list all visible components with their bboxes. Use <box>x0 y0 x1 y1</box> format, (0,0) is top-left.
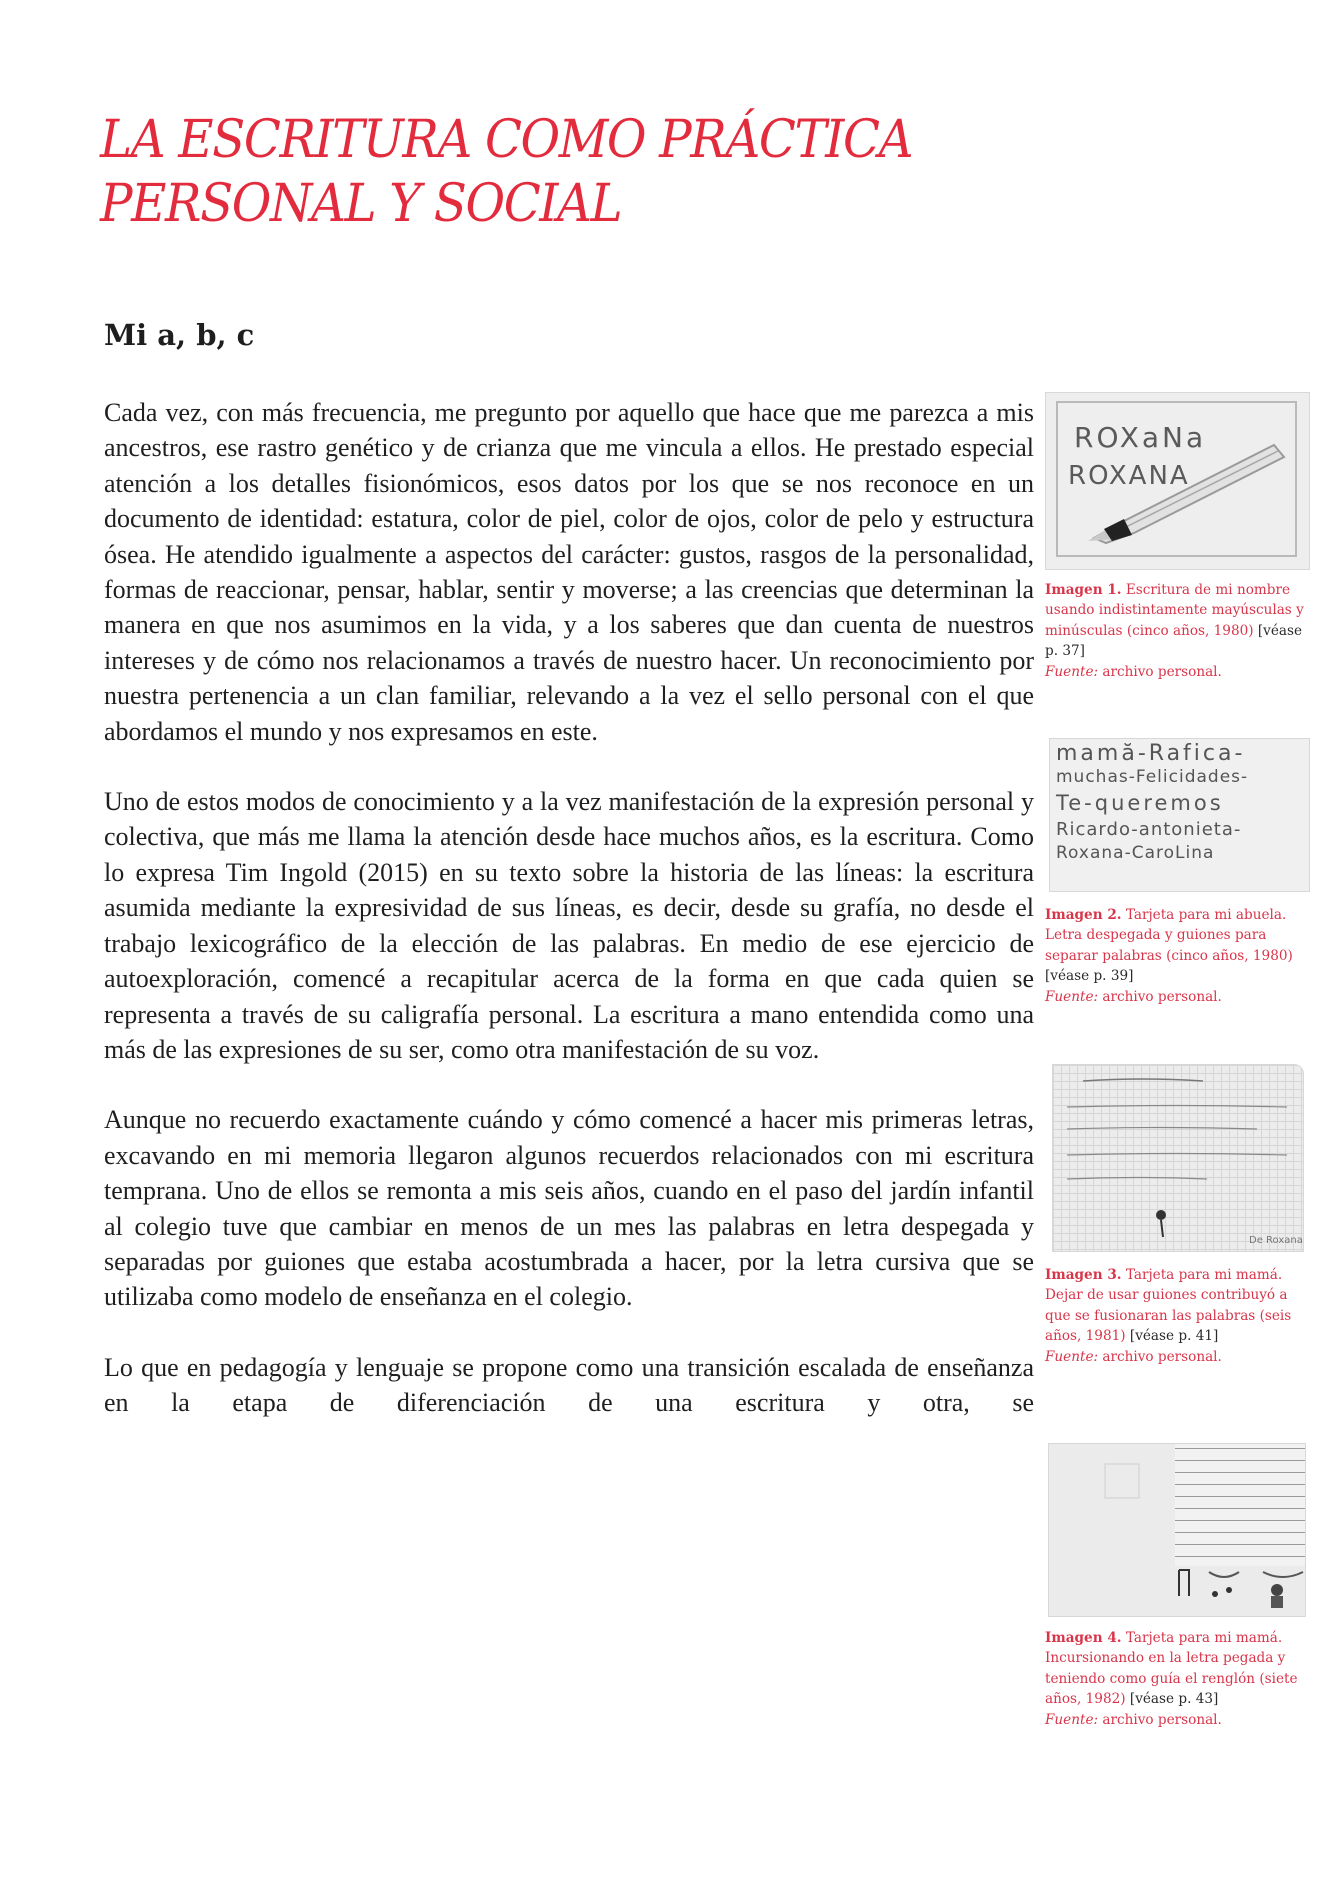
pencil-drawing-icon <box>1046 393 1309 569</box>
figure-label: Imagen 2. <box>1045 907 1122 923</box>
chapter-title-line-2: PERSONAL Y SOCIAL <box>100 174 622 234</box>
chapter-title <box>100 108 974 236</box>
figure-1-image <box>1045 392 1310 570</box>
paragraph: Aunque no recuerdo exactamente cuándo y cómo comencé a hacer mis primeras letras, excavando en mi memoria llegaron algunos recuerdos relacionados con mi escritura temprana. Uno de ellos se remonta a mis seis años, cuando en el paso del jardín infantil al colegio tuve que cambiar en menos de un mes las palabras en letra despegada y separadas por guiones que estaba acostumbrada a hacer, por la letra cursiva que se utilizaba como modelo de enseñanza en el colegio. <box>104 1105 1034 1312</box>
section-heading: Mi a, b, c <box>104 318 255 352</box>
source-text: archivo personal. <box>1102 1348 1222 1365</box>
page-reference: [véase p. 39] <box>1045 968 1134 985</box>
paragraph: Cada vez, con más frecuencia, me pregunto por aquello que hace que me parezca a mis ancestros, ese rastro genético y de crianza que me vincula a ellos. He prestado especial atención a los detalles fisionómicos, esos datos por los que se nos reconoce en un documento de identidad: estatura, color de piel, color de ojos, color de pelo y estructura ósea. He atendido igualmente a aspectos del carácter: gustos, rasgos de la personalidad, formas de reaccionar, pensar, hablar, sentir y moverse; a las creencias que determinan la manera en que nos asumimos en la vida, y a los saberes que dan cuenta de nuestros intereses y de cómo nos relacionamos a través de nuestro hacer. Un reconocimiento por nuestra pertenencia a un clan familiar, relevando a la vez el sello personal con el que abordamos el mundo y nos expresamos en este. <box>104 398 1034 746</box>
handwritten-letter-drawing-icon <box>1053 1065 1303 1251</box>
figure-description: Tarjeta para mi abuela. Letra despegada y guiones para separar palabras (cinco años, 1980) <box>1045 907 1293 964</box>
svg-text:De Roxana: De Roxana <box>1249 1235 1303 1246</box>
figure-label: Imagen 3. <box>1045 1267 1122 1283</box>
source-text: archivo personal. <box>1102 663 1222 680</box>
handwriting-line: ROXaNa <box>1074 421 1207 454</box>
body-text <box>104 395 1034 1456</box>
page-reference: [véase p. 43] <box>1129 1691 1219 1708</box>
figure-3-caption <box>1045 1265 1313 1367</box>
handwriting-line: mamă-Rafica- <box>1056 741 1246 766</box>
handwriting-line: Ricardo-antonieta- <box>1056 819 1242 840</box>
figure-1-caption <box>1045 580 1313 682</box>
handwriting-line: muchas-Felicidades- <box>1056 767 1249 787</box>
chapter-title-line-1: LA ESCRITURA COMO PRÁCTICA <box>100 110 913 170</box>
handwriting-line: Te-queremos <box>1056 791 1224 815</box>
figure-2-image <box>1049 738 1310 892</box>
figure-3-image <box>1052 1064 1304 1252</box>
figure-description: Tarjeta para mi mamá. Dejar de usar guiones contribuyó a que se fusionaran las palabras (seis años, 1981) <box>1045 1267 1292 1345</box>
figure-description: Escritura de mi nombre usando indistintamente mayúsculas y minúsculas (cinco años, 1980) <box>1045 582 1304 639</box>
source-label: Fuente: <box>1045 1711 1099 1728</box>
figure-description: Tarjeta para mi mamá. Incursionando en la letra pegada y teniendo como guía el renglón (siete años, 1982) <box>1045 1630 1298 1708</box>
source-text: archivo personal. <box>1102 988 1222 1005</box>
figure-label: Imagen 4. <box>1045 1630 1122 1646</box>
page-reference: [véase p. 41] <box>1129 1328 1219 1345</box>
source-label: Fuente: <box>1045 988 1099 1005</box>
source-label: Fuente: <box>1045 663 1099 680</box>
source-label: Fuente: <box>1045 1348 1099 1365</box>
figure-4-caption <box>1045 1628 1313 1730</box>
source-text: archivo personal. <box>1102 1711 1222 1728</box>
figure-4-image <box>1048 1443 1306 1617</box>
paragraph: Lo que en pedagogía y lenguaje se propone como una transición escalada de enseñanza en la etapa de diferenciación de una escritura y otra, se <box>104 1352 1034 1418</box>
figure-2-caption <box>1045 905 1313 1007</box>
paragraph: Uno de estos modos de conocimiento y a la vez manifestación de la expresión personal y colectiva, que más me llama la atención desde hace muchos años, es la escritura. Como lo expresa Tim Ingold (2015) en su texto sobre la historia de las líneas: la escritura asumida mediante la expresividad de sus líneas, es decir, desde su grafía, no desde el trabajo lexicográfico de la elección de las palabras. En medio de ese ejercicio de autoexploración, comencé a recapitular acerca de la forma en que cada quien se representa a través de su caligrafía personal. La escritura a mano entendida como una más de las expresiones de su ser, como otra manifestación de su voz. <box>104 787 1034 1064</box>
handwriting-line: ROXANA <box>1068 461 1190 491</box>
card-drawing-icon <box>1049 1444 1305 1616</box>
handwriting-line: Roxana-CaroLina <box>1056 843 1215 863</box>
figure-label: Imagen 1. <box>1045 582 1122 598</box>
page-reference: [véase p. 37] <box>1045 622 1303 660</box>
